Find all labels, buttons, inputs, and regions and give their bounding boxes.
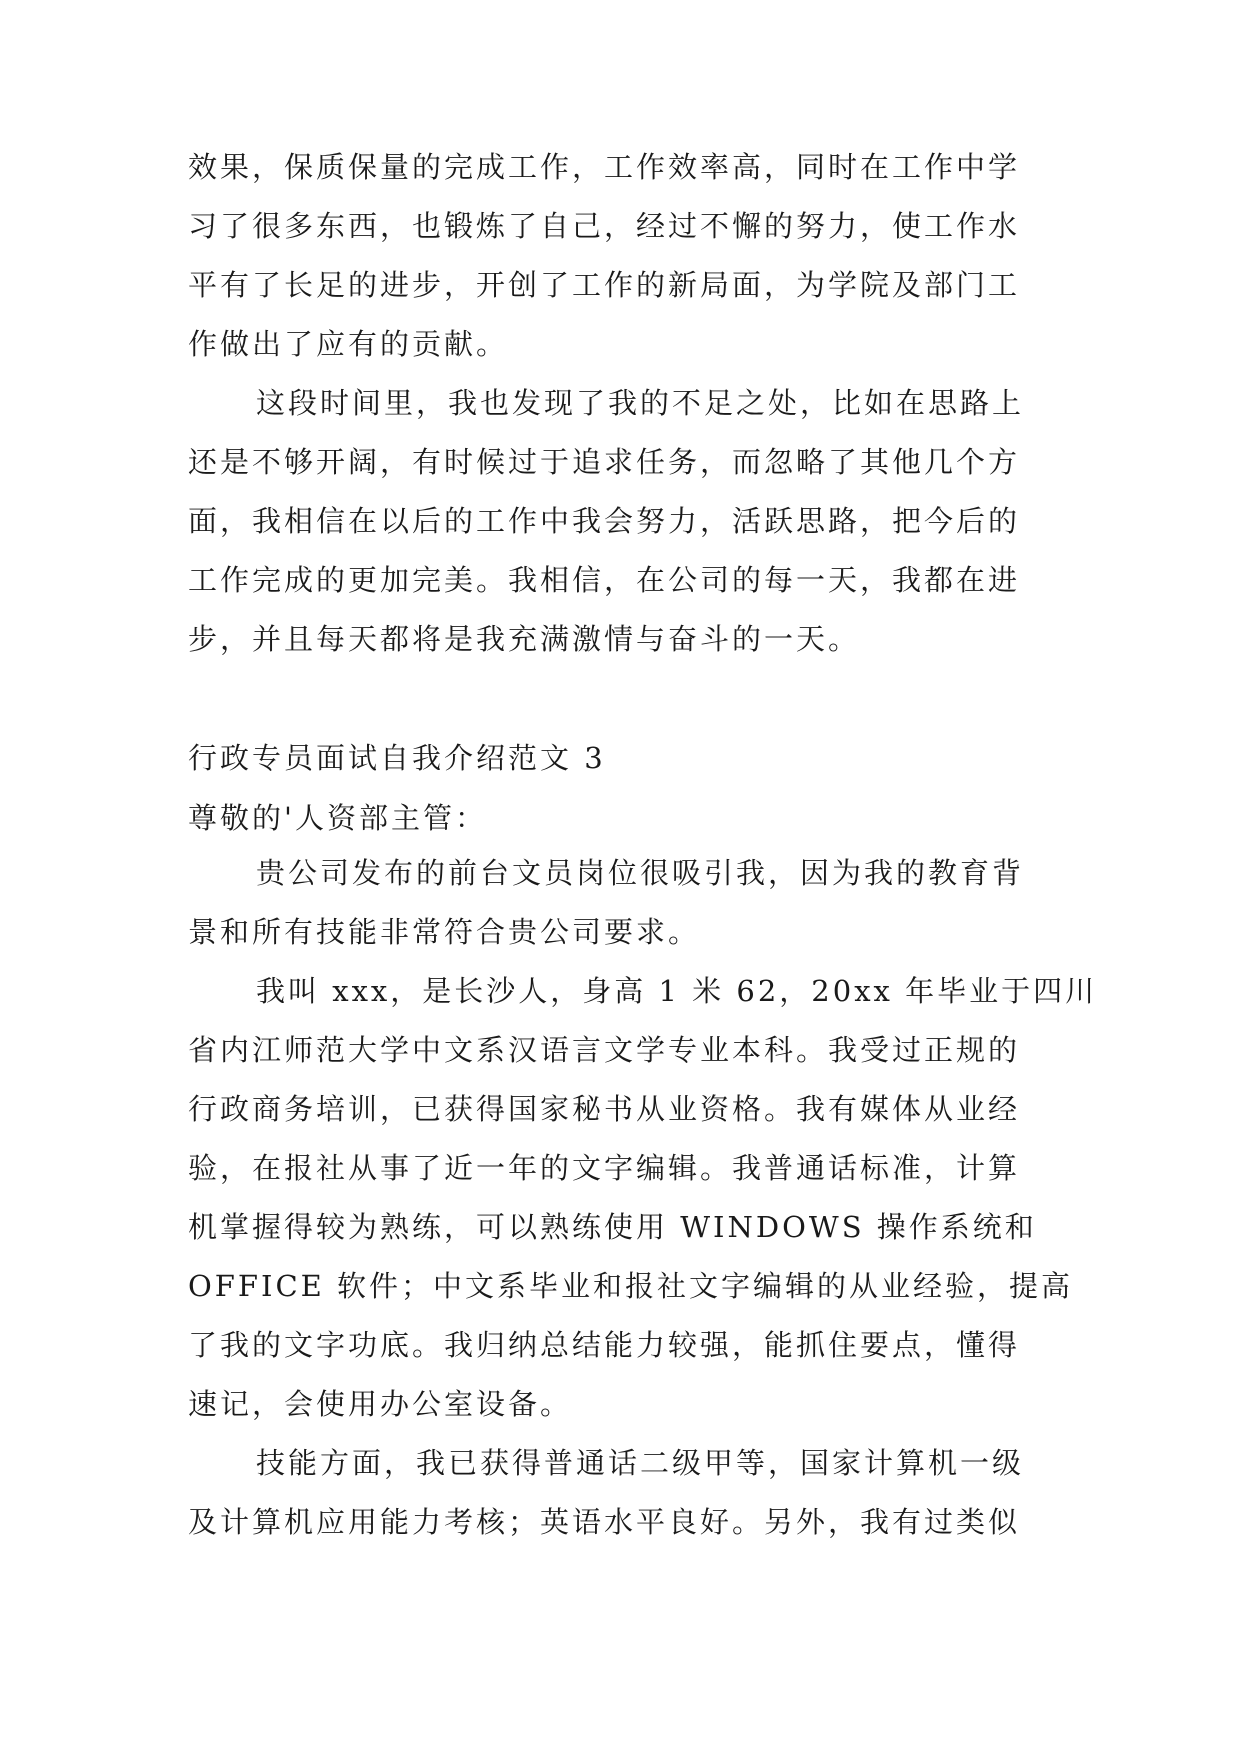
- paragraph-line: 行政商务培训，已获得国家秘书从业资格。我有媒体从业经: [188, 1092, 1021, 1126]
- paragraph-line: 这段时间里，我也发现了我的不足之处，比如在思路上: [256, 386, 1025, 420]
- paragraph-line: 面，我相信在以后的工作中我会努力，活跃思路，把今后的: [188, 504, 1021, 538]
- paragraph-line: 验，在报社从事了近一年的文字编辑。我普通话标准，计算: [188, 1151, 1021, 1185]
- paragraph-line: 机掌握得较为熟练，可以熟练使用 WINDOWS 操作系统和: [188, 1210, 1037, 1244]
- paragraph-line: 省内江师范大学中文系汉语言文学专业本科。我受过正规的: [188, 1033, 1021, 1067]
- paragraph-line: 了我的文字功底。我归纳总结能力较强，能抓住要点，懂得: [188, 1328, 1021, 1362]
- paragraph-line: 习了很多东西，也锻炼了自己，经过不懈的努力，使工作水: [188, 209, 1021, 243]
- paragraph-self-introduction: [188, 962, 1098, 1434]
- paragraph-line: 步，并且每天都将是我充满激情与奋斗的一天。: [188, 622, 861, 656]
- paragraph-line: 景和所有技能非常符合贵公司要求。: [188, 915, 701, 949]
- paragraph-line: 我叫 xxx，是长沙人，身高 1 米 62，20xx 年毕业于四川: [256, 974, 1098, 1008]
- paragraph-line: 工作完成的更加完美。我相信，在公司的每一天，我都在进: [188, 563, 1021, 597]
- paragraph-line: 贵公司发布的前台文员岗位很吸引我，因为我的教育背: [256, 856, 1025, 890]
- paragraph-continuation: [188, 138, 1058, 374]
- paragraph-shortcomings: [188, 374, 1058, 669]
- salutation: 尊敬的'人资部主管：: [188, 801, 487, 835]
- paragraph-line: 技能方面，我已获得普通话二级甲等，国家计算机一级: [256, 1446, 1025, 1480]
- paragraph-line: 作做出了应有的贡献。: [188, 327, 509, 361]
- paragraph-line: 速记，会使用办公室设备。: [188, 1387, 573, 1421]
- section-title: 行政专员面试自我介绍范文 3: [188, 741, 606, 775]
- paragraph-line: 还是不够开阔，有时候过于追求任务，而忽略了其他几个方: [188, 445, 1021, 479]
- paragraph-line: 平有了长足的进步，开创了工作的新局面，为学院及部门工: [188, 268, 1021, 302]
- paragraph-line: OFFICE 软件；中文系毕业和报社文字编辑的从业经验，提高: [188, 1269, 1074, 1303]
- paragraph-line: 效果，保质保量的完成工作，工作效率高，同时在工作中学: [188, 150, 1021, 184]
- paragraph-line: 及计算机应用能力考核；英语水平良好。另外，我有过类似: [188, 1505, 1021, 1539]
- paragraph-position-interest: [188, 844, 1058, 962]
- section-header: [188, 728, 1058, 848]
- paragraph-skills: [188, 1434, 1058, 1552]
